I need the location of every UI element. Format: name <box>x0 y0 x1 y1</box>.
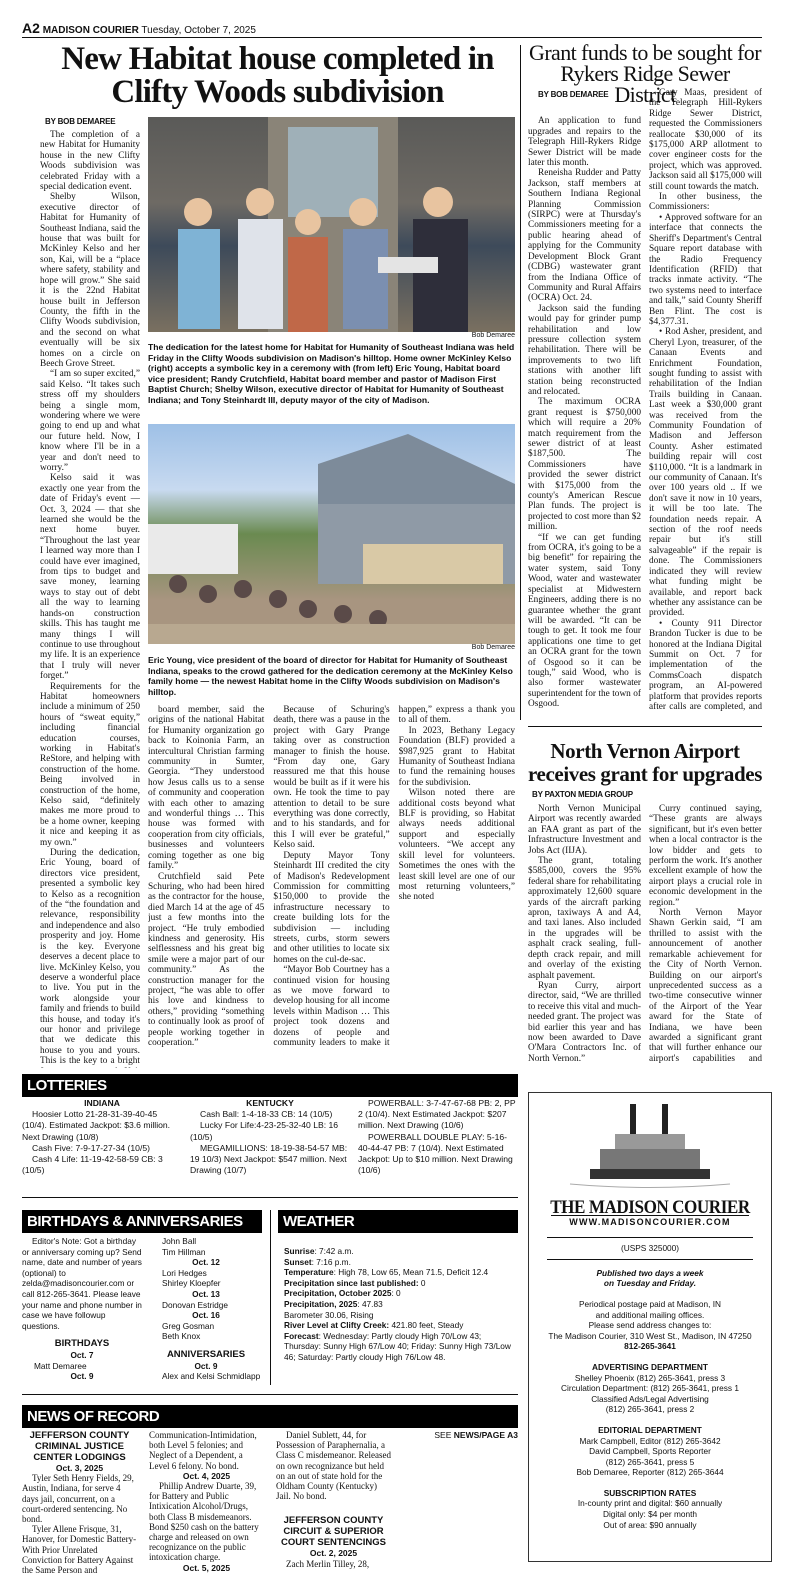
anniversaries-list <box>150 1361 262 1382</box>
department-line: Digital only: $4 per month <box>602 1509 698 1520</box>
sewer-byline: BY BOB DEMAREE <box>538 90 609 99</box>
paper-name: MADISON COURIER <box>42 25 139 36</box>
paragraph: “Mayor Bob Courtney has a continued vision for housing as we move forward to develop housing for all income levels within Madison … This project took dozens and dozens of people and community leaders to make it happen,” express a thank you to all of them. <box>273 705 515 1048</box>
masthead-box <box>528 1092 772 1562</box>
lottery-multistate-results <box>358 1098 518 1176</box>
birthday-name: Beth Knox <box>162 1331 201 1342</box>
birthday-name: John Ball <box>162 1236 197 1246</box>
department-line: Circulation Department: (812) 265-3641, press 1 <box>560 1383 739 1394</box>
lotteries-header: LOTTERIES <box>22 1074 518 1097</box>
weather-label: Precipitation since last published: <box>284 1277 419 1288</box>
department-title: EDITORIAL DEPARTMENT <box>598 1424 702 1435</box>
department-line: Out of area: $90 annually <box>603 1519 697 1530</box>
lottery-kentucky-title: KENTUCKY <box>246 1098 294 1108</box>
weather-value: Barometer 30.06, Rising <box>284 1309 374 1320</box>
paragraph: “I am so super excited,” said Kelso. “It takes such stress off my shoulders being a single mom, wondering where we were going to end up and what our future held. Now, I know where I'll be in a year and don't need to worry.” <box>40 369 140 473</box>
section-rule <box>22 1197 518 1198</box>
postage-info <box>529 1299 771 1341</box>
lottery-multistate <box>358 1098 518 1176</box>
habitat-body-bottom <box>148 705 515 1067</box>
paragraph: Please send address changes to: <box>588 1320 712 1331</box>
birthday-date: Oct. 16 <box>192 1310 220 1321</box>
masthead-url[interactable]: WWW.MADISONCOURIER.COM <box>551 1215 749 1228</box>
paragraph: Curry continued saying, “These grants are always significant, but it's even better when a local contractor is the low bidder and gets to perform the work. It's another excellent example of how the airport plays a crucial role in economic development in the region.” <box>649 804 762 908</box>
birthday-name: Matt Demaree <box>34 1360 87 1371</box>
paragraph: Hoosier Lotto 21-28-31-39-40-45 (10/4). Estimated Jackpot: $3.6 million. Next Drawing (10/8) <box>22 1109 171 1142</box>
column-divider <box>270 1210 271 1385</box>
paragraph: Periodical postage paid at Madison, IN <box>578 1298 722 1309</box>
paragraph: POWERBALL: 3-7-47-67-68 PB: 2, PP 2 (10/4). Next Estimated Jackpot: $207 million. Next Drawing (10/6) <box>358 1098 516 1131</box>
airport-byline: BY PAXTON MEDIA GROUP <box>532 790 633 799</box>
paragraph: Cash Five: 7-9-17-27-34 (10/5) <box>32 1142 150 1153</box>
birthdays-list-a <box>22 1350 142 1382</box>
weather-row <box>278 1331 518 1363</box>
record-heading: JEFFERSON COUNTY CIRCUIT & SUPERIOR COURT SENTENCINGS <box>280 1515 387 1549</box>
record-entry: Phillip Andrew Duarte, 39, for Battery and Public Intixication Alcohol/Drugs, both Class B misdemeanors. Bond $250 cash on the battery charge and released on own recognizance on the public intoxication charge. <box>149 1481 259 1563</box>
weather-label: Sunset <box>284 1256 312 1267</box>
birthday-name: Donovan Estridge <box>162 1299 228 1310</box>
habitat-headline: New Habitat house completed in Clifty Woods subdivision <box>61 41 494 110</box>
weather-label: Forecast <box>284 1330 319 1341</box>
jump-line <box>403 1430 518 1440</box>
news-of-record-body <box>22 1430 518 1580</box>
weather-label: Sunrise <box>284 1246 315 1256</box>
birthdays-header: BIRTHDAYS & ANNIVERSARIES <box>22 1210 262 1233</box>
crowd-photo <box>148 424 515 644</box>
birthdays-editor-note: Editor's Note: Got a birthday or anniversary coming up? Send name, date and number of years (optional) to zelda@madisoncourier.com or call 812-265-3641. Please leave your name and phone number in case we have followup questions. <box>22 1236 142 1331</box>
department-line: Mark Campbell, Editor (812) 265-3642 <box>579 1435 721 1446</box>
birthdays-list-b <box>150 1236 262 1342</box>
paragraph: and additional mailing offices. <box>595 1309 705 1320</box>
paragraph: Jackson said the funding would pay for grinder pump rehabilitation and low pressure collection system rehabilitation. There will be improvements to two lift stations with another lift station being reconstructed and relocated. <box>528 303 641 397</box>
paragraph: Wilson noted there are additional costs beyond what BLF is providing, so Habitat always needs additional support and especially volunteers. “We accept any skill level for volunteers. Sometimes the ones with the least skill level are one of our most returning volunteers,” she noted <box>398 788 515 903</box>
department-line: (812) 265-3641, press 5 <box>605 1456 695 1467</box>
jump-link[interactable]: NEWS/PAGE A3 <box>453 1430 518 1440</box>
record-entry: Tyler Allene Frisque, 31, Hanover, for Domestic Battery-With Prior Unrelated Conviction for Battery Against the Same Person and Communication-Intimidation, both Level 5 felonies; and Neglect of a Dependent, a Level 6 felony. No bond. <box>22 1430 257 1576</box>
section-rule <box>528 726 762 727</box>
birthday-name: Tim Hillman <box>162 1246 206 1257</box>
steamboat-illustration <box>550 1099 750 1199</box>
paragraph: The Madison Courier, 310 West St., Madison, IN 47250 <box>548 1330 752 1341</box>
photo2-credit: Bob Demaree <box>471 644 515 651</box>
weather-row <box>278 1320 518 1331</box>
weather-header: WEATHER <box>278 1210 518 1233</box>
photo2-caption: Eric Young, vice president of the board of director for Habitat for Humanity of Southeast Indiana, speaks to the crowd gathered for the dedication ceremony at the McKinley Kelso family home — the newest Habitat home in the Clifty Woods subdivision on Madison's hilltop. <box>148 655 513 697</box>
paragraph: The maximum OCRA grant request is $750,000 which will require a 20% match requirement from the sewer district of at least $187,500. The Commissioners have provided the sewer district with $175,000 from the county's American Rescue Plan funds. The project is projected to cost more than $2 million. <box>528 397 641 533</box>
paragraph: North Vernon Mayor Shawn Gerkin said, “I am thrilled to assist with the announcement of another remarkable achievement for the City of North Vernon. Building on our airport's unprecedented success as a two-time consecutive winner of the Airport of the Year award for the State of Indiana, we have been awarded a significant grant that will further enhance our airport's capabilities and <box>649 908 762 1064</box>
lotteries-section <box>22 1098 518 1176</box>
department-line: (812) 265-3641, press 2 <box>605 1404 695 1415</box>
dedication-photo <box>148 117 515 332</box>
paragraph: on Tuesday and Friday. <box>603 1278 697 1289</box>
page-number: A2 <box>22 20 40 36</box>
weather-value: : 47.83 <box>357 1298 383 1309</box>
lottery-indiana-results <box>22 1109 182 1176</box>
birthday-date: Oct. 7 <box>70 1349 94 1360</box>
paragraph: • Approved software for an interface that connects the Sheriff's Department's Central Square report database with the Radio Frequency Identification (RFID) that tracks inmate activity. “The two systems need to interface and talk,” said County Sheriff Ben Flint. The cost is $4,377.31. <box>649 212 762 327</box>
masthead-name: THE MADISON COURIER <box>550 1197 750 1218</box>
column-divider <box>520 45 521 720</box>
folio <box>22 20 256 36</box>
paragraph: MEGAMILLIONS: 18-19-38-54-57 MB: 19 10/3) Next Jackpot: $547 million. Next Drawing (10/7) <box>190 1142 348 1176</box>
group-photo-illustration <box>148 117 515 332</box>
paragraph: board member, said the origins of the national Habitat for Humanity organization go back to Koinonia Farm, an intercultural Christian farming community in Sumter, Georgia. “They understood how Jesus calls us to a sense of community and cooperation with each other to amazing and wonderful things … This house was formed with cooperation from city officials, businesses and volunteers coming together as one big family.” <box>148 705 265 872</box>
record-date: Oct. 2, 2025 <box>309 1548 358 1559</box>
record-date: Oct. 3, 2025 <box>55 1463 104 1473</box>
sewer-headline: Grant funds to be sought for Rykers Ridge Sewer District <box>529 40 761 107</box>
anniversaries-heading: ANNIVERSARIES <box>166 1348 246 1360</box>
habitat-body-left <box>40 130 140 1068</box>
paragraph: • County 911 Director Brandon Tucker is due to be honored at the Indiana Digital Summit on Oct. 7 for implementation of the CommsCoach dispatch program, an AI-powered platform that provides reports after calls are completed, and <box>649 618 762 712</box>
paragraph: Deputy Mayor Tony Steinhardt III credited the city of Madison's Redevelopment Commission for committing $150,000 to provide the infrastructure necessary to create building lots for the subdivision — including streets, curbs, storm sewers and other utilities to locate six homes on the cul-de-sac. <box>273 850 390 965</box>
weather-row <box>278 1278 518 1289</box>
spacer <box>276 1501 391 1515</box>
section-rule <box>22 1394 518 1395</box>
jump-see: SEE <box>434 1430 454 1440</box>
birthday-date: Oct. 12 <box>192 1257 220 1268</box>
anniversary-name: Alex and Kelsi Schmidlapp <box>162 1371 261 1382</box>
record-date: Oct. 4, 2025 <box>182 1470 231 1481</box>
weather-row <box>278 1257 518 1268</box>
weather-row <box>278 1288 518 1299</box>
lottery-kentucky-results <box>190 1109 350 1176</box>
department-line: Shelley Phoenix (812) 265-3641, press 3 <box>574 1372 726 1383</box>
lottery-indiana <box>22 1098 182 1176</box>
paragraph: Ryan Curry, airport director, said, “We are thrilled to receive this vital and much-needed grant. The project was bid earlier this year and has now been awarded to Dave O'Mara Contractors Inc. of North Vernon.” <box>528 980 641 1064</box>
airport-body <box>528 804 762 1070</box>
paragraph: During the dedication, Eric Young, board of directors vice president, presented a symbolic key to Kelso as a recognition of the “the foundation and relevance, responsibility and independence and also prosperity and joy. Home is the key. Everyone deserves a decent place to live. McKinley Kelso, you deserve a wonderful place to live. You put in the work alongside your family and friends to build this house, and today it's our honor and privilege that we dedicate this house to you and yours. This is the key to a bright <box>40 848 140 1067</box>
habitat-byline: BY BOB DEMAREE <box>45 117 116 126</box>
paragraph: Published two days a week <box>596 1267 704 1278</box>
photo1-credit: Bob Demaree <box>471 332 515 339</box>
record-entry: Tyler Seth Henry Fields, 29, Austin, Indiana, for serve 4 days jail, concurrent, on a court-ordered sentencing. No bond. <box>22 1473 134 1525</box>
header-rule <box>22 37 762 38</box>
lottery-indiana-title: INDIANA <box>84 1098 120 1108</box>
paragraph: In other business, the Commissioners: <box>649 192 762 213</box>
weather-label: River Level at Clifty Creek: <box>284 1320 390 1331</box>
paragraph: Because of Schuring's death, there was a pause in the project with Gary Prange taking over as construction manager to finish the house. “From day one, Gary reassured me that this house would be built as if it were his own. He took the time to pay attention to detail to be sure everything was done correctly, and to his standards, and for this I will ever be grateful,” Kelso said. <box>273 705 390 851</box>
paragraph: Cash Ball: 1-4-18-33 CB: 14 (10/5) <box>200 1109 333 1120</box>
birthday-date: Oct. 13 <box>192 1288 220 1299</box>
weather-section <box>278 1246 518 1363</box>
lottery-kentucky <box>190 1098 350 1176</box>
record-heading: JEFFERSON COUNTY CRIMINAL JUSTICE CENTER LODGINGS <box>29 1430 130 1463</box>
birthdays-section <box>22 1236 262 1382</box>
sewer-body <box>528 88 762 720</box>
paragraph: “If we can get funding from OCRA, it's going to be a big benefit” for repairing the water system, said Tony Wood, water and wastewater specialist at Midwestern Engineers, adding there is no guarantee whether the grant will be awarded. “It can be tough to get. It took me four applications one time to get an OCRA grant for the town of Osgood so it can be tough,” said Wood, who is also former wastewater superintendent for the town of Osgood. <box>528 532 641 710</box>
house-crowd-illustration <box>148 424 515 644</box>
birthday-date: Oct. 9 <box>70 1371 94 1382</box>
department-title: ADVERTISING DEPARTMENT <box>591 1361 708 1372</box>
birthday-name: Lori Hedges <box>162 1267 207 1278</box>
birthday-name: Shirley Kloepfer <box>162 1278 221 1289</box>
department-title: SUBSCRIPTION RATES <box>603 1487 697 1498</box>
masthead-departments <box>529 1362 771 1530</box>
weather-value: : Wednesday: Partly cloudy High 70/Low 43; Thursday: Sunny High 67/Low 40; Friday: Sunny High 73/Low 46; Saturday: Partly cloudy High 76/Low 48. <box>284 1330 511 1362</box>
airport-headline: North Vernon Airport receives grant for upgrades <box>528 739 762 786</box>
paragraph: North Vernon Municipal Airport was recently awarded an FAA grant as part of the Infrastructure Investment and Jobs Act (IIJA). <box>528 804 641 856</box>
paragraph: In 2023, Bethany Legacy Foundation (BLF) provided a $987,925 grant to Habitat Humanity of Southeast Indiana to fund the remaining houses for the subdivision. <box>398 725 515 788</box>
weather-label: Precipitation, October 2025 <box>284 1288 392 1299</box>
record-date: Oct. 5, 2025 <box>182 1562 231 1573</box>
paragraph: Lucky For Life:4-23-25-32-40 LB: 16 (10/5) <box>190 1120 339 1142</box>
photo1-caption: The dedication for the latest home for Habitat for Humanity of Southeast Indiana was held Friday in the Clifty Woods subdivision on Madison's hilltop. Home owner McKinley Kelso (right) accepts a symbolic key in a ceremony with (from left) Eric Young, Habitat board vice president; Randy Crutchfield, Habitat board member and pastor of Madison First Baptist Church; Shelby Wilson, executive director of Habitat for Humanity of Southeast Indiana; and Tony Steinhardt III, deputy mayor of the city of Madison. <box>148 342 515 405</box>
department-line: David Campbell, Sports Reporter <box>589 1446 711 1457</box>
weather-label: Temperature <box>284 1267 334 1278</box>
paragraph: Gary Maas, president of the Telegraph Hill-Rykers Ridge Sewer District, requested the Commissioners reallocate $30,000 of its $175,000 ARP allotment to cover engineer costs for the project, which was approved. Jackson said all $175,000 will still count towards the match. <box>649 88 762 192</box>
department-line: In-county print and digital: $60 annually <box>577 1498 723 1509</box>
weather-row <box>278 1267 518 1278</box>
usps-number: (USPS 325000) <box>547 1237 753 1260</box>
paragraph: Shelby Wilson, executive director of Habitat for Humanity of Southeast Indiana, said the house that was built for McKinley Kelso and her son, Kai, will be a “place where safety, stability and hope will grow.” She said it is the 22nd Habitat house built in Jefferson County, the fifth in the Clifty Woods subdivision, and the second on what eventually will be six homes on a circle on Beech Grove Street. <box>40 192 140 369</box>
publication-schedule <box>529 1268 771 1289</box>
department-line: Bob Demaree, Reporter (812) 265-3644 <box>576 1467 724 1478</box>
weather-row <box>278 1246 518 1257</box>
weather-value: : 7:42 a.m. <box>314 1246 354 1256</box>
issue-date: Tuesday, October 7, 2025 <box>141 25 256 36</box>
paragraph: An application to fund upgrades and repairs to the Telegraph Hill-Rykers Ridge Sewer District will be made later this month. <box>528 116 641 169</box>
paragraph: The completion of a new Habitat for Humanity house in the new Clifty Woods subdivision was celebrated Friday with a special dedication event. <box>40 130 140 193</box>
paragraph: Kelso said it was exactly one year from the date of Friday's event — Oct. 3, 2024 — that she learned she would be the next home buyer. “Throughout the last year I learned way more than I could have ever imagined, from tips to budget and save money, learning ways to stay out of debt all the way to learning hands-on construction skills. This has taught me many things I will continue to use throughout my life. It is an experience that I truly will never forget.” <box>40 473 140 682</box>
paragraph: Cash 4 Life: 11-19-42-58-59 CB: 3 (10/5) <box>22 1154 163 1176</box>
paragraph: Requirements for the Habitat homeowners include a minimum of 250 hours of “sweat equity,” including financial education courses, working in Habitat's ReStore, and helping with construction of the home. Being involved in construction of the home, Kelso said, “definitely makes me more proud to be a home owner, keeping it nice and keeping it as my own.” <box>40 681 140 848</box>
weather-label: Precipitation, 2025 <box>284 1298 358 1309</box>
weather-value: : 7:16 p.m. <box>311 1256 351 1267</box>
weather-value: : 0 <box>391 1288 401 1299</box>
paragraph: Reneisha Rudder and Patty Jackson, staff members at Southern Indiana Regional Planning Commission (SIRPC) were at Thursday's Commissioners meeting for a public hearing ahead of applying for the Community Development Block Grant (CDBG) wastewater grant from the Indiana Office of Community and Rural Affairs (OCRA) Oct. 24. <box>528 168 641 304</box>
paragraph: Crutchfield said Pete Schuring, who had been hired as the contractor for the house, died March 14 at the age of 45 just a few months into the project. “He truly embodied kindness and generosity. His selflessness and his great big smile were a major part of our community.” As the construction manager for the project, “he was able to offer his love and kindness to others,” providing “something to continually look as proof of people working together in cooperation.” <box>148 871 265 1048</box>
weather-value: 421.80 feet, Steady <box>389 1320 464 1331</box>
news-of-record-header: NEWS OF RECORD <box>22 1405 518 1428</box>
birthday-name: Greg Gosman <box>162 1320 215 1331</box>
sewer-article <box>528 88 762 720</box>
record-entry: Zach Merlin Tilley, 28, <box>286 1558 370 1569</box>
record-entry: Daniel Sublett, 44, for Possession of Paraphernalia, a Class C misdemeanor. Released on own recognizance but held on an out of state hold for the Oldham County (Kentucky) Jail. No bond. <box>276 1430 391 1502</box>
anniversary-date: Oct. 9 <box>194 1360 218 1371</box>
birthdays-heading: BIRTHDAYS <box>54 1338 110 1350</box>
paragraph: The grant, totaling $585,000, covers the 95% federal share for rehabilitating approximately 12,600 square yards of the aircraft parking apron, taxiways A and A4, and taxi lanes. Also included in the upgrades will be asphalt crack sealing, full-depth crack repair, and mill and overlay of the existing asphalt pavement. <box>528 856 641 981</box>
paragraph: • Rod Asher, president, and Cheryl Lyon, treasurer, of the Canaan Events and Enrichment Foundation, sought funding to assist with rehabilitation of the Indian Trails building in Canaan. Last week a $30,000 grant was received from the Community Foundation of Madison and Jefferson County. Asher estimated building repair will cost $110,000. “It is a landmark in our community of Canaan. It's over 100 years old .. If we don't save it now in 10 years, it will be too late. The foundation needs repair. A section of the roof needs repair but it's still salvageable” if the repair is done. The Commissioners indicated they will review what funding might be available, and report back whether any assistance can be provided. <box>649 327 762 619</box>
weather-value: : High 78, Low 65, Mean 71.5, Deficit 12.4 <box>333 1267 489 1278</box>
weather-value: 0 <box>418 1277 426 1288</box>
department-line: Classified Ads/Legal Advertising <box>591 1393 709 1404</box>
main-phone: 812-265-3641 <box>624 1341 676 1352</box>
weather-row <box>278 1299 518 1310</box>
paragraph: POWERBALL DOUBLE PLAY: 5-16-40-44-47 PB: 7 (10/4). Next Estimated Jackpot: Up to $10 million. Next Drawing (10/6) <box>358 1131 513 1176</box>
weather-row <box>278 1310 518 1321</box>
